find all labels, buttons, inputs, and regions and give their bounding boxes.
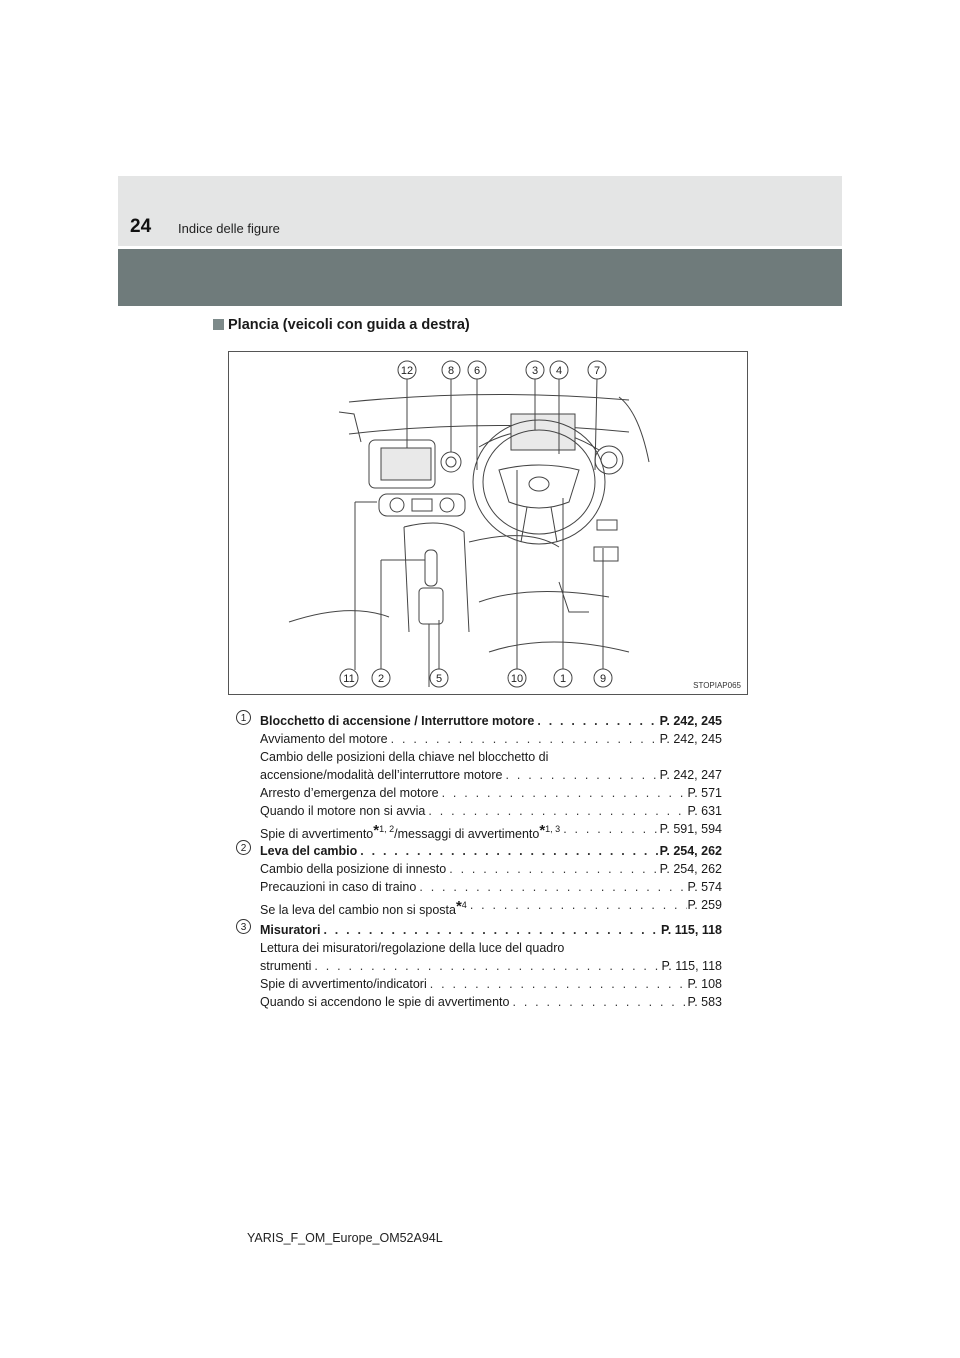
section-bullet-icon: [213, 319, 224, 330]
callout-label-bottom: 10: [510, 673, 524, 685]
page-ref-link[interactable]: P. 115, 118: [661, 923, 722, 937]
entry-heading-text: Leva del cambio: [260, 844, 358, 858]
page-ref-link[interactable]: P. 242, 245: [659, 732, 722, 746]
entry-line-text: Spie di avvertimento$^{*1, 2}$/messaggi di avvertimento$^{*1, 3}$: [260, 822, 561, 841]
entry-line: [260, 784, 722, 802]
footnote-marker: *4: [455, 898, 467, 915]
page-ref-link[interactable]: P. 574: [687, 880, 722, 894]
entry-heading-text: Misuratori: [260, 923, 321, 937]
entry-line-text: Precauzioni in caso di traino: [260, 880, 417, 894]
figure-code: STOPIAP065: [693, 681, 741, 690]
dashboard-illustration: [229, 352, 748, 695]
entry-line-text: Quando il motore non si avvia: [260, 804, 426, 818]
entry-line: [260, 896, 722, 919]
entry-line: [260, 730, 722, 748]
entry-line-text: Quando si accendono le spie di avvertimento: [260, 995, 510, 1009]
entry-line-text: Arresto d’emergenza del motore: [260, 786, 439, 800]
entry-line-text: Se la leva del cambio non si sposta$^{*4}$: [260, 898, 467, 917]
page-ref-link[interactable]: P. 591, 594: [659, 822, 722, 836]
callout-label-top: 8: [447, 365, 455, 377]
entry-line-text: strumenti: [260, 959, 312, 973]
entry-number-icon: 2: [236, 840, 251, 855]
page-ref-link[interactable]: P. 242, 245: [659, 714, 722, 728]
entry-line: [260, 820, 722, 843]
section-title: Plancia (veicoli con guida a destra): [228, 317, 470, 333]
callout-label-bottom: 1: [559, 673, 567, 685]
entry-line-text: accensione/modalità dell’interruttore motore: [260, 768, 503, 782]
entry-number-icon: 1: [236, 710, 251, 725]
entry-line: [260, 748, 722, 766]
page-ref-link[interactable]: P. 259: [687, 898, 722, 912]
entry-line: [260, 802, 722, 820]
entry-line: [260, 878, 722, 896]
entry-heading-text: Blocchetto di accensione / Interruttore motore: [260, 714, 535, 728]
callout-label-top: 12: [400, 365, 414, 377]
page-ref-link[interactable]: P. 254, 262: [659, 844, 722, 858]
callout-label-top: 4: [555, 365, 563, 377]
entry-heading: [260, 712, 722, 730]
entry-line: [260, 860, 722, 878]
page-ref-link[interactable]: P. 115, 118: [661, 959, 722, 973]
page-ref-link[interactable]: P. 571: [687, 786, 722, 800]
entry-line: [260, 766, 722, 784]
entry-heading: [260, 921, 722, 939]
entry-heading: [260, 842, 722, 860]
callout-label-bottom: 5: [435, 673, 443, 685]
entry-number-icon: 3: [236, 919, 251, 934]
page-ref-link[interactable]: P. 254, 262: [659, 862, 722, 876]
entry-line-text: Avviamento del motore: [260, 732, 388, 746]
dashboard-figure: [228, 351, 748, 695]
callout-label-bottom: 2: [377, 673, 385, 685]
page-ref-link[interactable]: P. 242, 247: [659, 768, 722, 782]
footer-code: YARIS_F_OM_Europe_OM52A94L: [247, 1231, 443, 1245]
footnote-marker: *1, 2: [373, 822, 395, 839]
callout-label-top: 7: [593, 365, 601, 377]
section-band: [118, 249, 842, 306]
page-number: 24: [130, 216, 152, 237]
entry-line-text: Lettura dei misuratori/regolazione della luce del quadro: [260, 941, 565, 955]
callout-label-bottom: 9: [599, 673, 607, 685]
entry-line-text: Cambio delle posizioni della chiave nel blocchetto di: [260, 750, 549, 764]
entry-line-text: Spie di avvertimento/indicatori: [260, 977, 427, 991]
entry-line: [260, 975, 722, 993]
page-ref-link[interactable]: P. 583: [687, 995, 722, 1009]
callout-label-top: 3: [531, 365, 539, 377]
callout-label-top: 6: [473, 365, 481, 377]
page-ref-link[interactable]: P. 631: [687, 804, 722, 818]
page-ref-link[interactable]: P. 108: [687, 977, 722, 991]
entry-line: [260, 993, 722, 1011]
header-title: Indice delle figure: [178, 221, 280, 236]
callout-label-bottom: 11: [343, 673, 355, 685]
entry-line: [260, 957, 722, 975]
entry-line-text: Cambio della posizione di innesto: [260, 862, 447, 876]
entry-line: [260, 939, 722, 957]
footnote-marker: *1, 3: [539, 822, 561, 839]
